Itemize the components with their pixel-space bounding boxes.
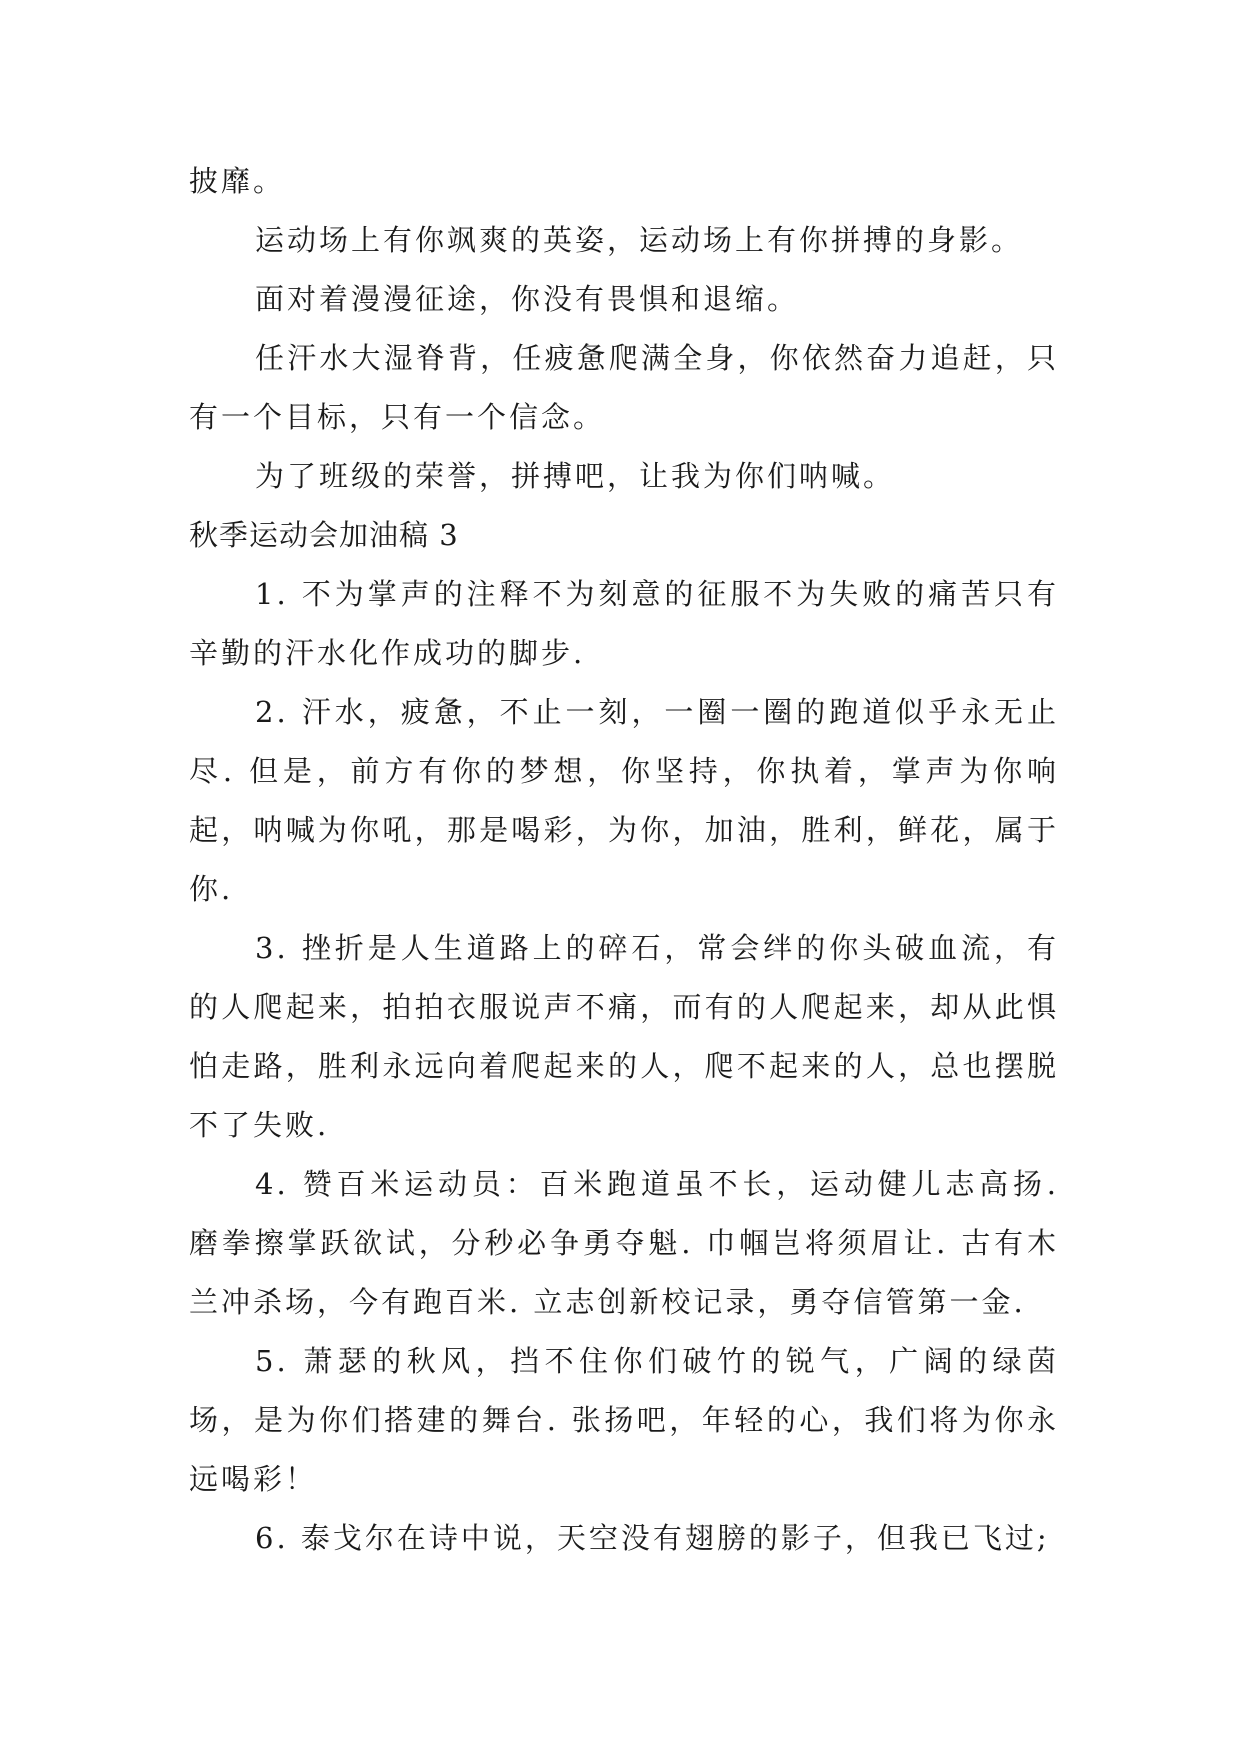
paragraph: 为了班级的荣誉，拼搏吧，让我为你们呐喊。: [255, 459, 896, 493]
paragraph: 运动场上有你飒爽的英姿，运动场上有你拼搏的身影。: [255, 223, 1024, 257]
paragraph-continuation: 披靡。: [189, 164, 286, 198]
list-item: 3. 挫折是人生道路上的碎石，常会绊的你头破血流，有的人爬起来，拍拍衣服说声不痛，而有的人爬起来，却从此惧怕走路，胜利永远向着爬起来的人，爬不起来的人，总也摆脱不了失败.: [189, 931, 1059, 1142]
list-item: 1. 不为掌声的注释不为刻意的征服不为失败的痛苦只有辛勤的汗水化作成功的脚步.: [189, 577, 1059, 670]
paragraph: 面对着漫漫征途，你没有畏惧和退缩。: [255, 282, 800, 316]
list-item: 4. 赞百米运动员：百米跑道虽不长，运动健儿志高扬. 磨拳擦掌跃欲试，分秒必争勇夺魁. 巾帼岂将须眉让. 古有木兰冲杀场，今有跑百米. 立志创新校记录，勇夺信管第一金.: [189, 1167, 1059, 1319]
document-body: [189, 152, 1059, 1568]
list-item: 6. 泰戈尔在诗中说，天空没有翅膀的影子，但我已飞过;: [255, 1521, 1050, 1555]
section-title: 秋季运动会加油稿 3: [189, 518, 459, 552]
list-item: 2. 汗水，疲惫，不止一刻，一圈一圈的跑道似乎永无止尽. 但是，前方有你的梦想，你坚持，你执着，掌声为你响起，呐喊为你吼，那是喝彩，为你，加油，胜利，鲜花，属于你.: [189, 695, 1059, 906]
list-item: 5. 萧瑟的秋风，挡不住你们破竹的锐气，广阔的绿茵场，是为你们搭建的舞台. 张扬吧，年轻的心，我们将为你永远喝彩！: [189, 1344, 1059, 1496]
paragraph: 任汗水大湿脊背，任疲惫爬满全身，你依然奋力追赶，只有一个目标，只有一个信念。: [189, 341, 1059, 434]
